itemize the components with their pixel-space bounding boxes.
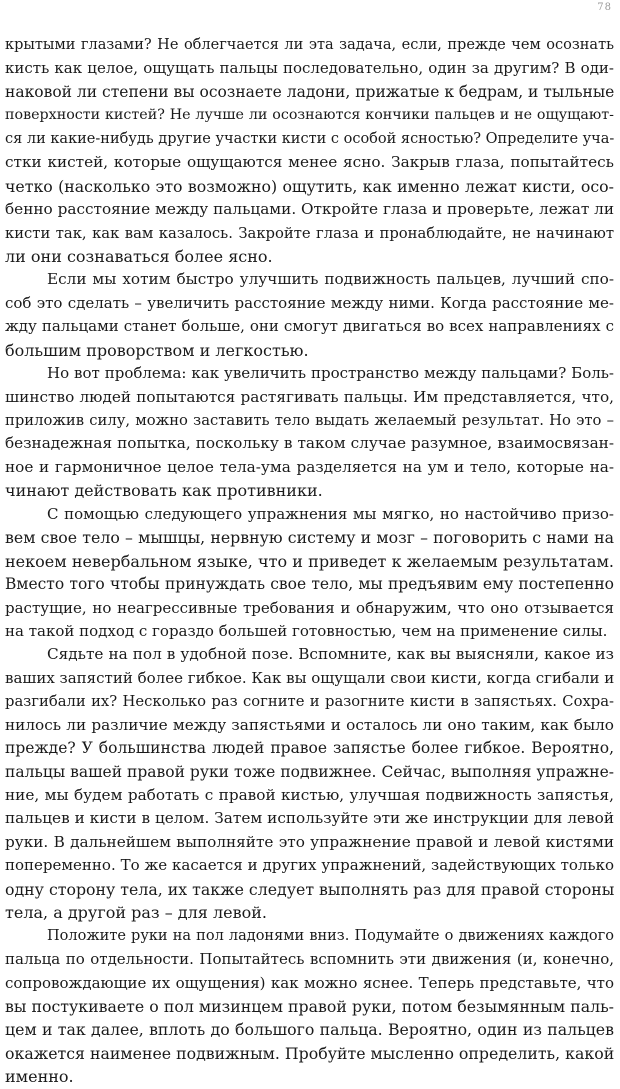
text-line: ли они сознаваться более ясно. [5,246,273,266]
text-line: Но вот проблема: как увеличить пространство между пальцами? Боль- [47,364,614,383]
text-line: крытыми глазами? Не облегчается ли эта задача, если, прежде чем осознать [5,37,614,53]
text-line: чинают действовать как противники. [5,481,323,501]
page-number: 78 [597,2,612,13]
text-line: Если мы хотим быстро улучшить подвижность пальцев, лучший спо- [47,270,614,289]
paragraph [5,925,614,1089]
text-line: руки. В дальнейшем выполняйте это упражнение правой и левой кистями [5,832,614,851]
text-line: приложив силу, можно заставить тело выдать желаемый результат. Но это – [5,412,614,429]
text-line: пальцы вашей правой руки тоже подвижнее. Сейчас, выполняя упражне- [5,762,614,781]
text-line: некоем невербальном языке, что и приведет к желаемым результатам. [5,551,614,571]
text-line: попеременно. То же касается и других упражнений, задействующих только [5,856,614,875]
text-line: бенно расстояние между пальцами. Откройте глаза и проверьте, лежат ли [5,200,614,219]
text-line: шинство людей попытаются растягивать пальцы. Им представляется, что, [5,387,614,406]
text-line: вем свое тело – мышцы, нервную систему и мозг – поговорить с нами на [5,528,614,548]
text-line: пальцев и кисти в целом. Затем используйте эти же инструкции для левой [5,809,614,828]
text-line: ное и гармоничное целое тела-ума разделяется на ум и тело, которые на- [5,457,614,476]
paragraph [5,503,614,644]
text-line: кисти так, как вам казалось. Закройте глаза и пронаблюдайте, не начинают [5,224,614,242]
text-line: Положите руки на пол ладонями вниз. Подумайте о движениях каждого [47,927,614,944]
paragraph [5,362,614,503]
text-line: соб это сделать – увеличить расстояние между ними. Когда расстояние ме- [5,293,614,312]
text-line: сопровождающие их ощущения) как можно яснее. Теперь представьте, что [5,973,614,992]
text-line: цем и так далее, вплоть до большого пальца. Вероятно, один из пальцев [5,1020,614,1040]
text-line: вы постукиваете о пол мизинцем правой руки, потом безымянным паль- [5,996,614,1016]
text-line: поверхности кистей? Не лучше ли осознаются кончики пальцев и не ощущают- [5,107,614,124]
text-line: наковой ли степени вы осознаете ладони, прижатые к бедрам, и тыльные [5,82,615,101]
text-line: большим проворством и легкостью. [5,340,309,360]
text-line: Сядьте на пол в удобной позе. Вспомните, как вы выясняли, какое из [47,645,614,664]
text-line: именно. [5,1067,74,1087]
text-line: безнадежная попытка, поскольку в таком случае разумное, взаимосвязан- [5,434,614,453]
paragraph [5,643,614,924]
text-line: кисть как целое, ощущать пальцы последовательно, один за другим? В оди- [5,59,614,78]
text-line: Вместо того чтобы принуждать свое тело, мы предъявим ему постепенно [5,575,614,594]
text-line: ваших запястий более гибкое. Как вы ощущали свои кисти, когда сгибали и [5,668,615,687]
text-line: одну сторону тела, их также следует выполнять раз для правой стороны [5,879,615,899]
text-line: нилось ли различие между запястьями и осталось ли оно таким, как было [5,715,614,734]
text-line: С помощью следующего упражнения мы мягко, но настойчиво призо- [47,504,614,523]
text-line: ние, мы будем работать с правой кистью, улучшая подвижность запястья, [5,786,614,804]
body-text [5,34,614,1089]
paragraph [5,34,614,268]
text-line: пальца по отдельности. Попытайтесь вспомнить эти движения (и, конечно, [5,950,614,969]
text-line: тела, а другой раз – для левой. [5,903,267,923]
text-line: ся ли какие-нибудь другие участки кисти с особой ясностью? Определите уча- [5,130,615,147]
text-line: стки кистей, которые ощущаются менее ясно. Закрыв глаза, попытайтесь [5,153,614,172]
text-line: на такой подход с гораздо большей готовностью, чем на применение силы. [5,621,608,640]
text-line: четко (насколько это возможно) ощутить, как именно лежат кисти, осо- [5,176,614,196]
text-line: разгибали их? Несколько раз согните и разогните кисти в запястьях. Сохра- [5,693,614,711]
paragraph [5,268,614,362]
text-line: растущие, но неагрессивные требования и обнаружим, что оно отзывается [5,598,614,617]
text-line: окажется наименее подвижным. Пробуйте мысленно определить, какой [5,1043,615,1063]
text-line: жду пальцами станет больше, они смогут двигаться во всех направлениях с [5,317,614,336]
text-line: прежде? У большинства людей правое запястье более гибкое. Вероятно, [5,739,614,758]
